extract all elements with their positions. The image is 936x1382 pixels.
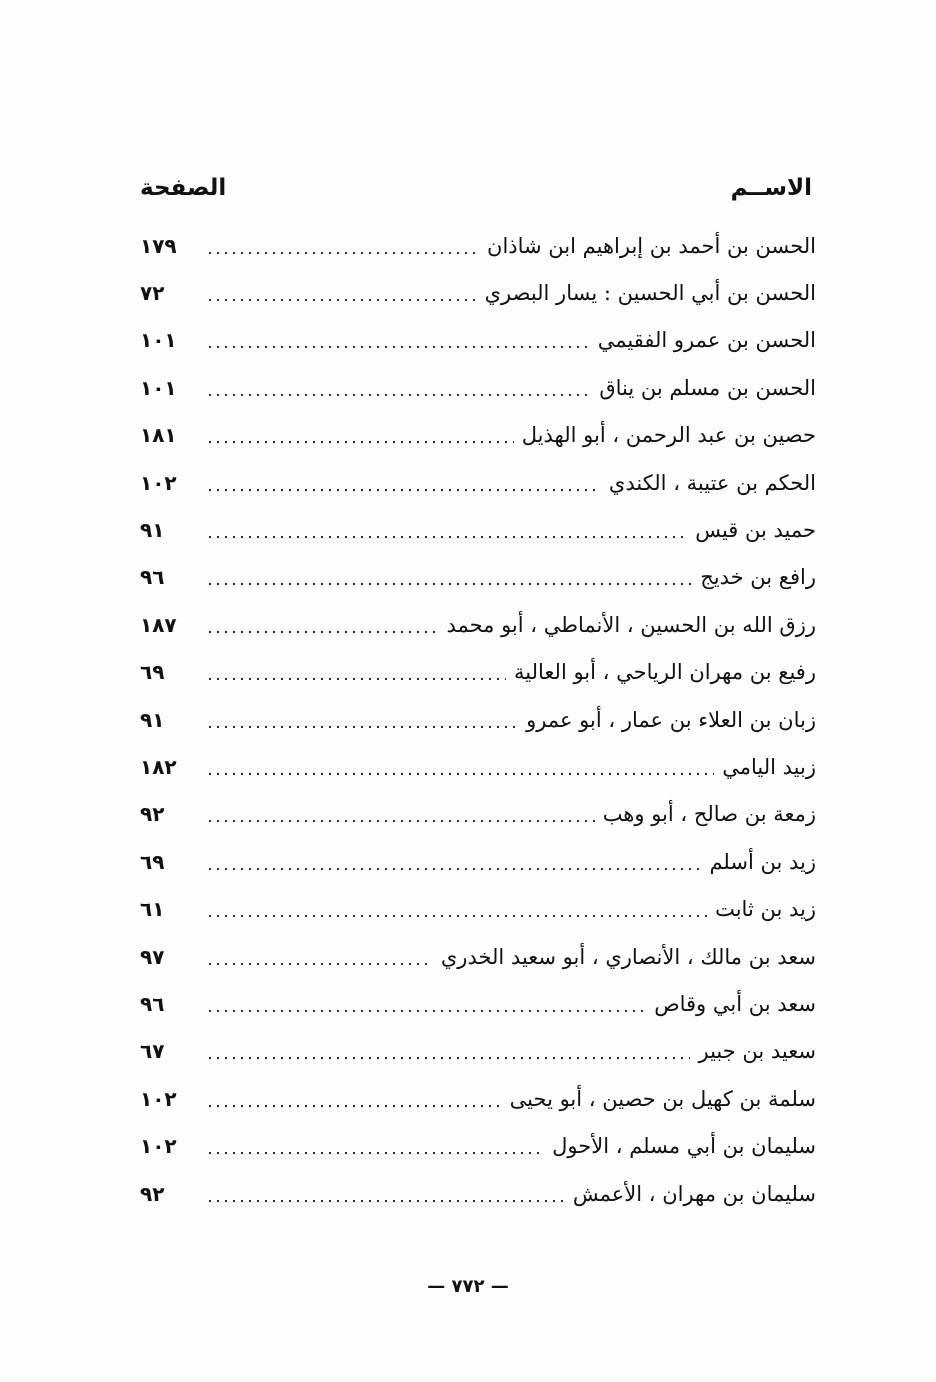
entry-name: الحسن بن أبي الحسين : يسار البصري xyxy=(484,281,816,306)
entry-name: زبان بن العلاء بن عمار ، أبو عمرو xyxy=(526,707,816,732)
entry-name: الحسن بن أحمد بن إبراهيم ابن شاذان xyxy=(487,233,816,258)
index-entry xyxy=(140,1028,816,1075)
dot-leader xyxy=(206,726,518,728)
entry-page-number: ٩٢ xyxy=(140,1181,165,1206)
dot-leader xyxy=(206,773,714,775)
dot-leader xyxy=(206,963,433,965)
entry-page-number: ٩٦ xyxy=(140,991,165,1016)
entry-name: سلمة بن كهيل بن حصين ، أبو يحيى xyxy=(509,1086,816,1111)
index-header xyxy=(140,168,812,208)
page-number: — ٧٧٢ — xyxy=(427,1276,509,1297)
entry-name: حصين بن عبد الرحمن ، أبو الهذيل xyxy=(521,423,816,448)
entry-name: رافع بن خديج xyxy=(700,565,816,590)
entry-page-number: ١٧٩ xyxy=(140,233,177,258)
entry-page-number: ١٠٢ xyxy=(140,1134,177,1159)
entry-name: الحسن بن مسلم بن يناق xyxy=(599,375,816,400)
entry-name: رزق الله بن الحسين ، الأنماطي ، أبو محمد xyxy=(446,612,816,637)
entry-name: سليمان بن أبي مسلم ، الأحول xyxy=(552,1134,816,1159)
dot-leader xyxy=(206,299,477,301)
dot-leader xyxy=(206,1105,502,1107)
dot-leader xyxy=(206,346,590,348)
entry-page-number: ٦٧ xyxy=(140,1039,165,1064)
page-column-heading: الصفحة xyxy=(140,175,227,201)
dot-leader xyxy=(206,1057,690,1059)
index-entry xyxy=(140,1122,816,1169)
dot-leader xyxy=(206,252,479,254)
entry-page-number: ٦٩ xyxy=(140,660,165,685)
index-entry xyxy=(140,1075,816,1122)
index-entry xyxy=(140,838,816,885)
index-entry xyxy=(140,696,816,743)
entry-page-number: ٩٢ xyxy=(140,802,165,827)
entry-name: زبيد اليامي xyxy=(722,754,816,779)
entry-name: الحسن بن عمرو الفقيمي xyxy=(597,328,816,353)
entry-page-number: ١٠١ xyxy=(140,328,177,353)
index-entry xyxy=(140,601,816,648)
entry-name: زيد بن ثابت xyxy=(715,897,816,922)
entry-page-number: ٩٦ xyxy=(140,565,165,590)
index-entry xyxy=(140,649,816,696)
entry-page-number: ٩١ xyxy=(140,518,165,543)
index-entry xyxy=(140,554,816,601)
dot-leader xyxy=(206,820,595,822)
index-entries xyxy=(140,222,816,1217)
dot-leader xyxy=(206,583,692,585)
entry-name: رفيع بن مهران الرياحي ، أبو العالية xyxy=(514,660,816,685)
index-entry xyxy=(140,933,816,980)
index-entry xyxy=(140,269,816,316)
entry-page-number: ١٨٧ xyxy=(140,612,177,637)
entry-page-number: ١٠٢ xyxy=(140,1086,177,1111)
entry-name: سليمان بن مهران ، الأعمش xyxy=(572,1181,816,1206)
entry-name: حميد بن قيس xyxy=(695,518,816,543)
entry-name: سعد بن أبي وقاص xyxy=(654,991,816,1016)
dot-leader xyxy=(206,441,514,443)
dot-leader xyxy=(206,1010,646,1012)
dot-leader xyxy=(206,631,438,633)
entry-page-number: ٧٢ xyxy=(140,281,165,306)
dot-leader xyxy=(206,536,687,538)
entry-name: الحكم بن عتيبة ، الكندي xyxy=(608,470,816,495)
index-entry xyxy=(140,506,816,553)
dot-leader xyxy=(206,868,701,870)
index-entry xyxy=(140,1170,816,1217)
entry-name: زيد بن أسلم xyxy=(709,849,816,874)
dot-leader xyxy=(206,678,506,680)
dot-leader xyxy=(206,1152,544,1154)
dot-leader xyxy=(206,915,707,917)
entry-page-number: ١٨١ xyxy=(140,423,177,448)
index-entry xyxy=(140,791,816,838)
entry-name: سعيد بن جبير xyxy=(698,1039,816,1064)
entry-page-number: ٦١ xyxy=(140,897,165,922)
entry-page-number: ١٠٢ xyxy=(140,470,177,495)
entry-page-number: ٦٩ xyxy=(140,849,165,874)
entry-page-number: ٩٧ xyxy=(140,944,165,969)
entry-name: زمعة بن صالح ، أبو وهب xyxy=(602,802,816,827)
index-entry xyxy=(140,412,816,459)
index-entry xyxy=(140,317,816,364)
entry-page-number: ١٠١ xyxy=(140,375,177,400)
index-entry xyxy=(140,885,816,932)
entry-page-number: ٩١ xyxy=(140,707,165,732)
entry-page-number: ١٨٢ xyxy=(140,754,177,779)
index-entry xyxy=(140,980,816,1027)
dot-leader xyxy=(206,394,591,396)
dot-leader xyxy=(206,489,601,491)
name-column-heading: الاســم xyxy=(730,175,812,201)
dot-leader xyxy=(206,1200,565,1202)
index-entry xyxy=(140,364,816,411)
index-entry xyxy=(140,459,816,506)
entry-name: سعد بن مالك ، الأنصاري ، أبو سعيد الخدري xyxy=(440,944,816,969)
index-entry xyxy=(140,222,816,269)
index-entry xyxy=(140,743,816,790)
